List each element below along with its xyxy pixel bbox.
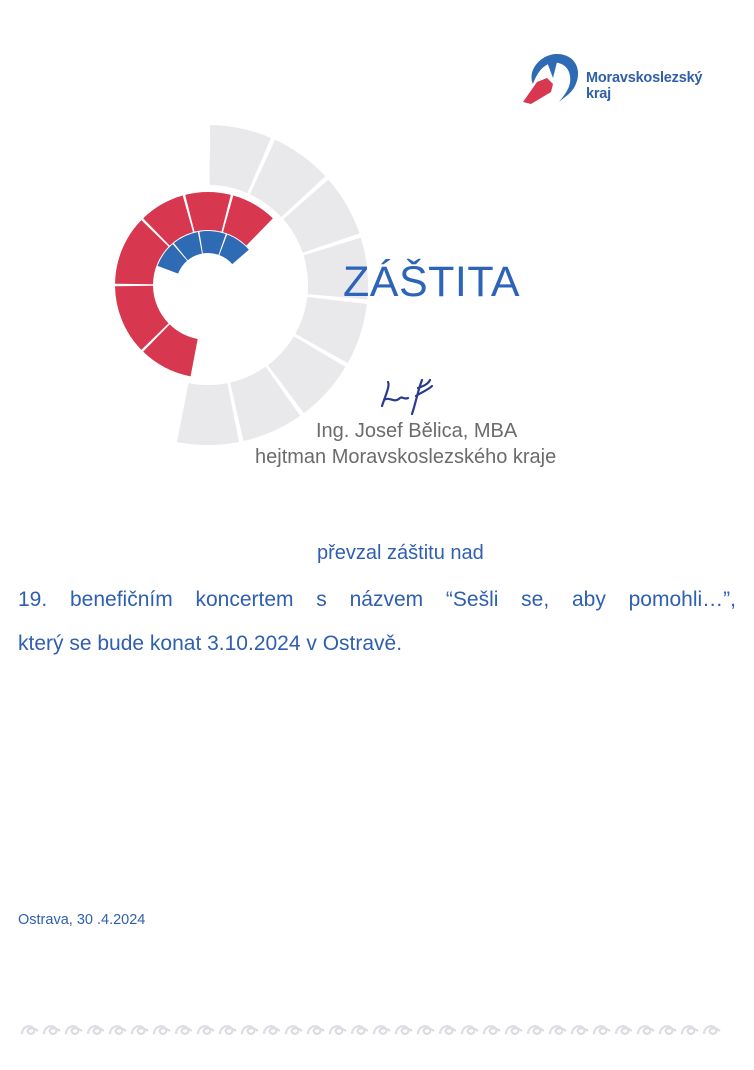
border-loop [528,1026,544,1034]
patronage-statement: převzal záštitu nad [317,542,484,564]
border-loop [352,1026,368,1034]
border-loop [286,1026,302,1034]
handwritten-signature [372,376,442,416]
event-description-line-2: který se bude konat 3.10.2024 v Ostravě. [18,632,403,655]
decorative-border [18,1022,736,1040]
border-loop [264,1026,280,1034]
border-loop [682,1026,698,1034]
border-loop [66,1026,82,1034]
border-loop [308,1026,324,1034]
border-loop [396,1026,412,1034]
border-loop [594,1026,610,1034]
border-loop [660,1026,676,1034]
region-logo-icon [523,54,578,104]
fan-red-segment [185,192,231,232]
border-loop [550,1026,566,1034]
border-loop [418,1026,434,1034]
border-loop [462,1026,478,1034]
signatory-name: Ing. Josef Bělica, MBA [316,420,518,442]
border-loop [440,1026,456,1034]
border-loop [198,1026,214,1034]
signatory-role: hejtman Moravskoslezského kraje [255,446,557,468]
border-loop [44,1026,60,1034]
border-loop [176,1026,192,1034]
fan-grey-segment [177,383,239,445]
border-loop [22,1026,38,1034]
border-loop [242,1026,258,1034]
place-and-date: Ostrava, 30 .4.2024 [18,912,146,928]
border-loop [154,1026,170,1034]
fan-emblem [115,125,368,445]
border-loop [616,1026,632,1034]
border-loop [220,1026,236,1034]
border-loop [638,1026,654,1034]
event-description-line-1: 19. benefičním koncertem s názvem “Sešli se, aby pomohli…”, [18,588,736,611]
border-loop [132,1026,148,1034]
logo-line-2: kraj [586,86,611,102]
region-logo-text [586,70,702,102]
border-loop [330,1026,346,1034]
document-title: ZÁŠTITA [343,258,521,306]
border-loop [506,1026,522,1034]
border-loop [110,1026,126,1034]
border-loop [374,1026,390,1034]
border-loop [572,1026,588,1034]
border-loop [484,1026,500,1034]
border-loop [704,1026,720,1034]
logo-line-1: Moravskoslezský [586,70,703,86]
border-pattern [22,1026,720,1034]
border-loop [88,1026,104,1034]
